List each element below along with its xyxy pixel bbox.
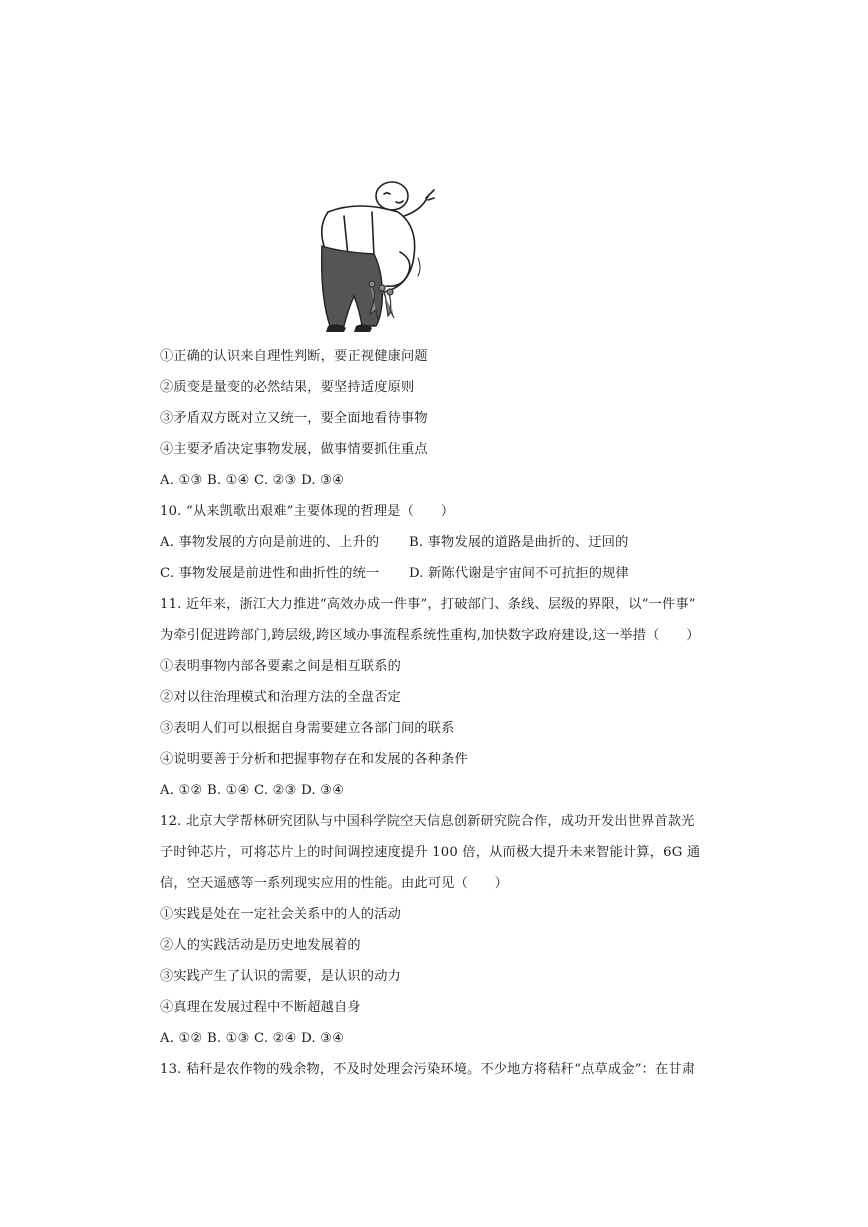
q10-option-a: A. 事物发展的方向是前进的、上升的	[160, 535, 380, 550]
q12-stem-line1: 12. 北京大学帮林研究团队与中国科学院空天信息创新研究院合作，成功开发出世界首款光	[160, 814, 695, 829]
q9-choices: A. ①③ B. ①④ C. ②③ D. ③④	[160, 473, 345, 488]
q11-item-1: ①表明事物内部各要素之间是相互联系的	[160, 659, 401, 674]
q11-item-3: ③表明人们可以根据自身需要建立各部门间的联系	[160, 721, 455, 736]
q11-stem-line2: 为牵引促进跨部门,跨层级,跨区域办事流程系统性重构,加快数字政府建设,这一举措（ ）	[160, 628, 700, 643]
q10-option-c: C. 事物发展是前进性和曲折性的统一	[160, 566, 380, 581]
q12-item-2: ②人的实践活动是历史地发展着的	[160, 938, 361, 953]
q12-item-1: ①实践是处在一定社会关系中的人的活动	[160, 907, 401, 922]
q9-item-3: ③矛盾双方既对立又统一，要全面地看待事物	[160, 411, 428, 426]
q10-option-b: B. 事物发展的道路是曲折的、迂回的	[409, 535, 629, 550]
q12-item-4: ④真理在发展过程中不断超越自身	[160, 1000, 361, 1015]
q11-item-4: ④说明要善于分析和把握事物存在和发展的各种条件	[160, 752, 468, 767]
q11-stem-line1: 11. 近年来，浙江大力推进“高效办成一件事”，打破部门、条线、层级的界限，以“一件事”	[160, 597, 696, 612]
q12-choices: A. ①② B. ①③ C. ②④ D. ③④	[160, 1031, 345, 1046]
q9-item-4: ④主要矛盾决定事物发展，做事情要抓住重点	[160, 442, 428, 457]
q10-option-d: D. 新陈代谢是宇宙间不可抗拒的规律	[409, 566, 629, 581]
q12-item-3: ③实践产生了认识的需要，是认识的动力	[160, 969, 401, 984]
q11-item-2: ②对以往治理模式和治理方法的全盘否定	[160, 690, 401, 705]
q12-stem-line2: 子时钟芯片，可将芯片上的时间调控速度提升 100 倍，从而极大提升未来智能计算，6G 通	[160, 845, 701, 860]
q11-choices: A. ①② B. ①④ C. ②③ D. ③④	[160, 783, 345, 798]
q12-stem-line3: 信，空天遥感等一系列现实应用的性能。由此可见（ ）	[160, 876, 509, 891]
q13-stem-line1: 13. 秸秆是农作物的残余物，不及时处理会污染环境。不少地方将秸秆“点草成金”：在甘肃	[160, 1062, 696, 1077]
cartoon-illustration	[300, 172, 450, 337]
q9-item-2: ②质变是量变的必然结果，要坚持适度原则	[160, 380, 415, 395]
q9-item-1: ①正确的认识来自理性判断，要正视健康问题	[160, 349, 428, 364]
q10-stem: 10. “从来凯歌出艰难”主要体现的哲理是（ ）	[160, 504, 455, 519]
